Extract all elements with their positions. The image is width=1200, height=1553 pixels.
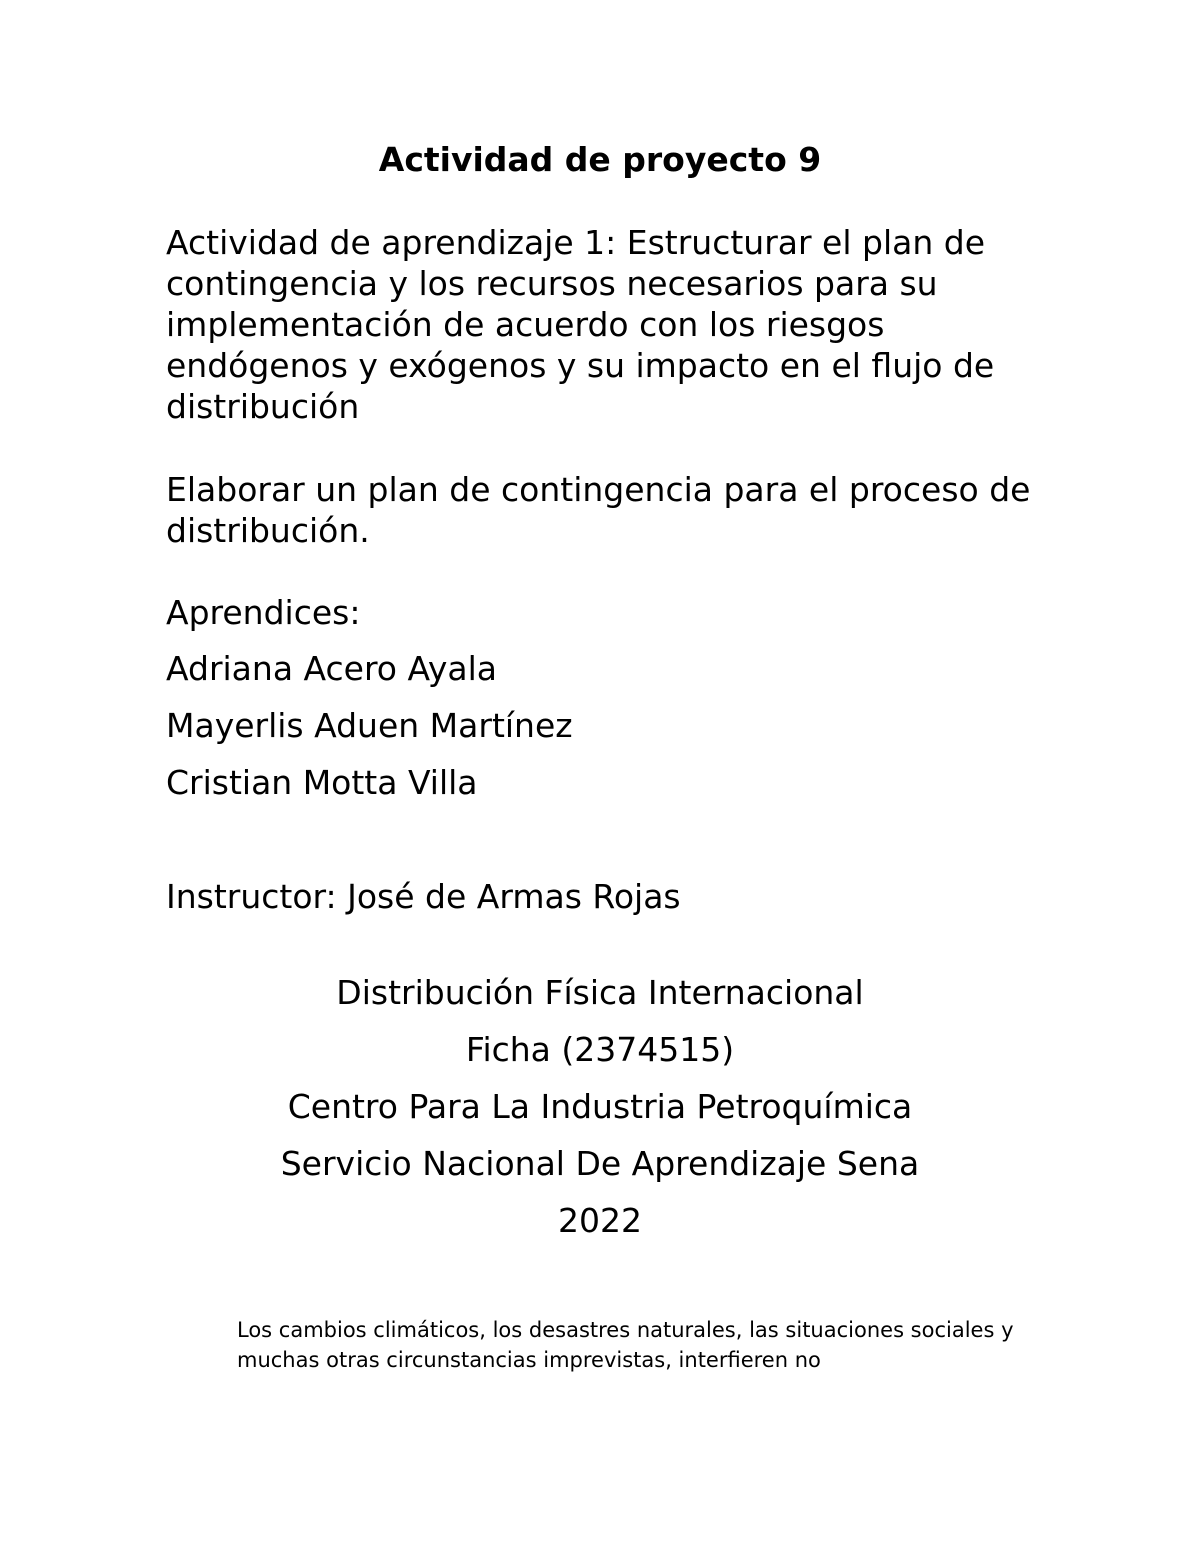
apprentice-name: Mayerlis Aduen Martínez <box>166 706 573 745</box>
instructor-line: Instructor: José de Armas Rojas <box>166 877 681 916</box>
institution-name: Servicio Nacional De Aprendizaje Sena <box>280 1144 920 1183</box>
apprentices-list <box>166 647 573 818</box>
activity-description: Actividad de aprendizaje 1: Estructurar el plan de contingencia y los recursos necesarios para su implementación de acuerdo con los riesgos endógenos y exógenos y su impacto en el flujo de distribución <box>166 223 995 426</box>
task-description: Elaborar un plan de contingencia para el proceso de distribución. <box>166 470 1031 550</box>
institution-block <box>0 971 1200 1256</box>
apprentice-name: Adriana Acero Ayala <box>166 649 497 688</box>
document-title: Actividad de proyecto 9 <box>378 140 822 179</box>
training-center: Centro Para La Industria Petroquímica <box>287 1087 913 1126</box>
year: 2022 <box>558 1201 642 1240</box>
program-name: Distribución Física Internacional <box>336 973 864 1012</box>
body-excerpt: Los cambios climáticos, los desastres naturales, las situaciones sociales y muchas otras circunstancias imprevistas, interfieren no <box>237 1318 1014 1372</box>
apprentices-label: Aprendices: <box>166 593 361 632</box>
ficha-number: Ficha (2374515) <box>465 1030 735 1069</box>
apprentice-name: Cristian Motta Villa <box>166 763 478 802</box>
